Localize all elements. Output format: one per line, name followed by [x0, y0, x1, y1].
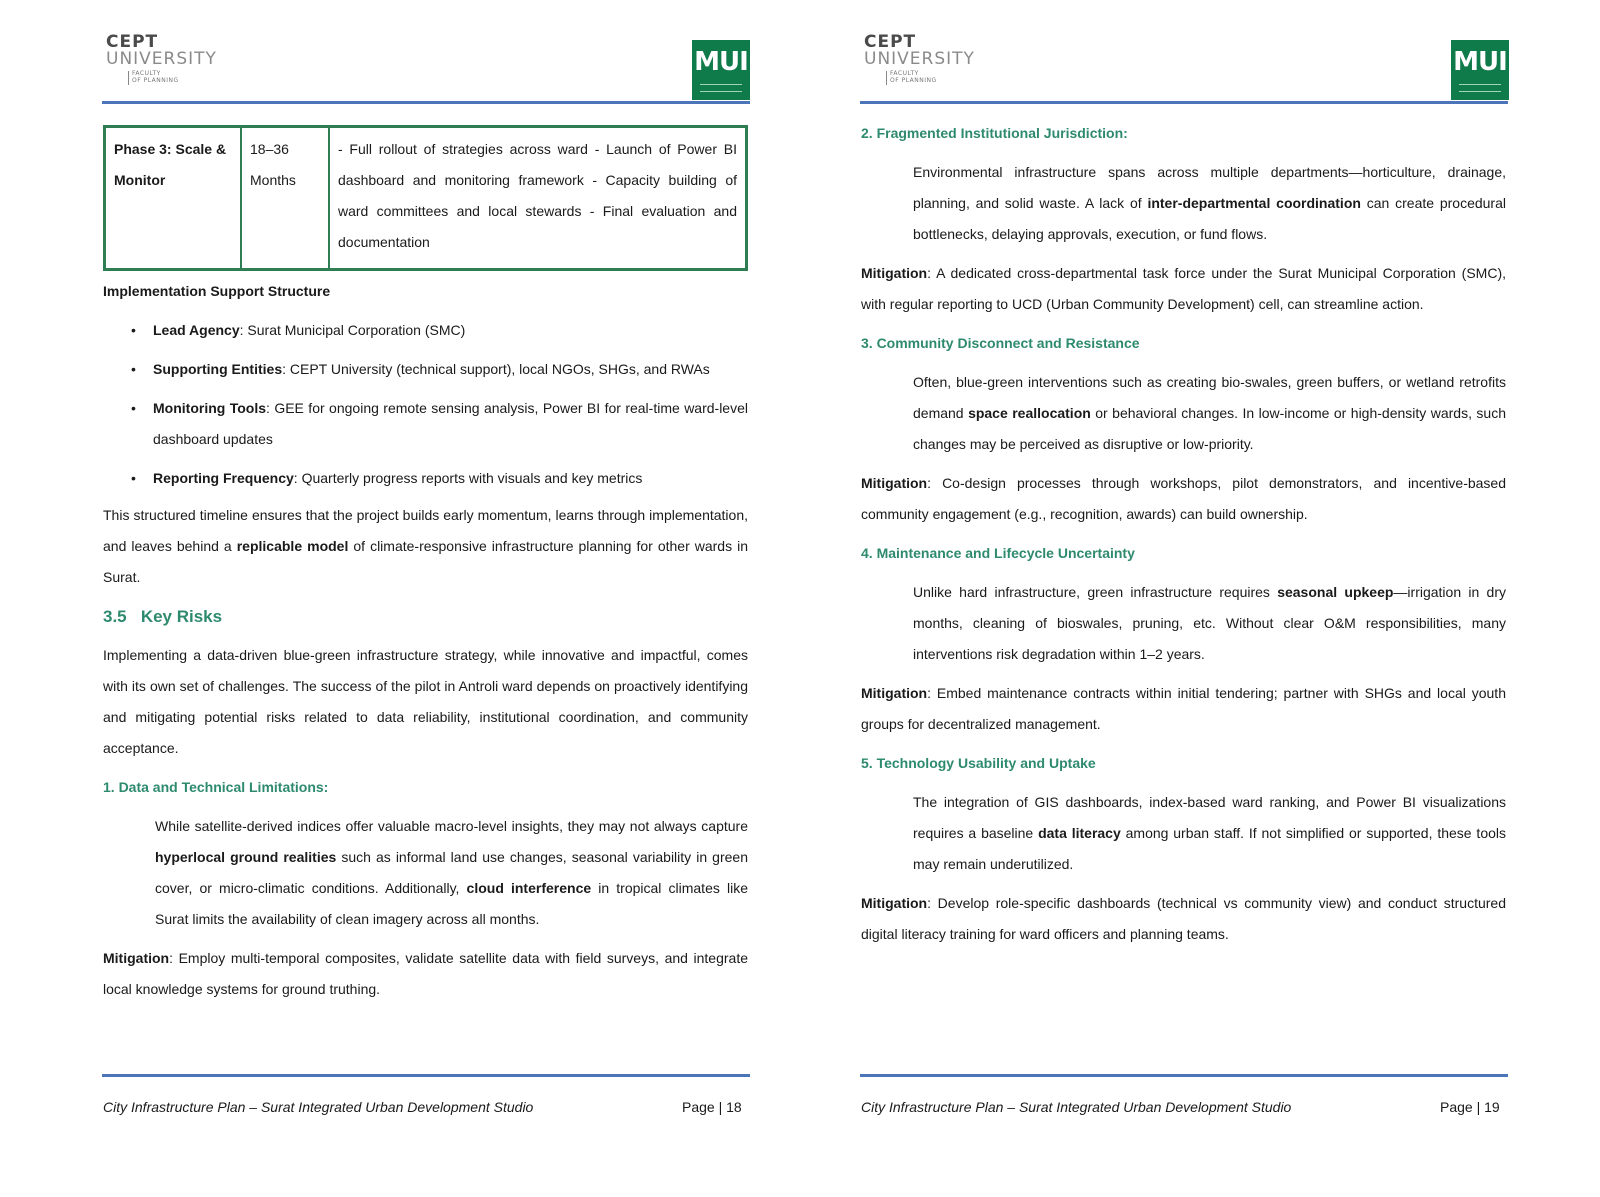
risk-4-text: Unlike hard infrastructure, green infrastructure requires seasonal upkeep—irrigation in dry months, cleaning of bioswales, pruning, etc. Without clear O&M responsibilities, many interventions risk degradation within 1–2 years.: [913, 584, 1506, 662]
duration-cell: 18–36 Months: [241, 127, 329, 270]
left-body: [103, 276, 748, 1005]
support-list: [103, 315, 748, 494]
footer-rule: [102, 1074, 750, 1077]
risk-1-heading: 1. Data and Technical Limitations:: [103, 779, 329, 795]
mui-logo: [1451, 40, 1509, 100]
logo-text-faculty: FACULTY OF PLANNING: [886, 71, 975, 85]
mui-logo: [692, 40, 750, 100]
right-body: [861, 118, 1506, 950]
phase-cell: Phase 3: Scale & Monitor: [105, 127, 242, 270]
support-heading: Implementation Support Structure: [103, 283, 331, 299]
risk-3-mitigation: Mitigation: Co-design processes through workshops, pilot demonstrators, and incentive-based community engagement (e.g., recognition, awards) can build ownership.: [861, 475, 1506, 522]
header-rule: [860, 101, 1508, 104]
section-heading: [103, 601, 748, 633]
risk-5-mitigation: Mitigation: Develop role-specific dashboards (technical vs community view) and conduct structured digital literacy training for ward officers and planning teams.: [861, 895, 1506, 942]
bullet-icon: •: [131, 322, 136, 338]
cept-university-logo: [106, 34, 217, 85]
page-19: [800, 0, 1600, 1197]
page-number: Page | 19: [1440, 1099, 1500, 1115]
header-rule: [102, 101, 750, 104]
list-item: • Monitoring Tools: GEE for ongoing remote sensing analysis, Power BI for real-time ward-level dashboard updates: [103, 393, 748, 455]
risks-intro: Implementing a data-driven blue-green infrastructure strategy, while innovative and impactful, comes with its own set of challenges. The success of the pilot in Antroli ward depends on proactively identifying and mitigating potential risks related to data reliability, institutional coordination, and community acceptance.: [103, 647, 748, 756]
timeline-paragraph: This structured timeline ensures that the project builds early momentum, learns through implementation, and leaves behind a replicable model of climate-responsive infrastructure planning for other wards in Surat.: [103, 507, 749, 585]
risk-2-text: Environmental infrastructure spans across multiple departments—horticulture, drainage, planning, and solid waste. A lack of inter-departmental coordination can create procedural bottlenecks, delaying approvals, execution, or fund flows.: [913, 164, 1506, 242]
logo-text-faculty: FACULTY OF PLANNING: [128, 71, 217, 85]
risk-2-mitigation: Mitigation: A dedicated cross-departmental task force under the Surat Municipal Corporation (SMC), with regular reporting to UCD (Urban Community Development) cell, can streamline action.: [861, 265, 1506, 312]
list-item: • Supporting Entities: CEPT University (technical support), local NGOs, SHGs, and RWAs: [103, 354, 748, 385]
risk-3-heading: 3. Community Disconnect and Resistance: [861, 335, 1140, 351]
mui-logo-text: MUI: [1453, 47, 1507, 77]
logo-text-cept: CEPT: [106, 32, 159, 52]
risk-1-text: While satellite-derived indices offer valuable macro-level insights, they may not always capture hyperlocal ground realities such as informal land use changes, seasonal variability in green cover, or micro-climatic conditions. Additionally, cloud interference in tropical climates like Surat limits the availability of clean imagery across all months.: [155, 818, 748, 927]
list-item: • Reporting Frequency: Quarterly progress reports with visuals and key metrics: [103, 463, 748, 494]
bullet-icon: •: [131, 361, 136, 377]
logo-text-university: UNIVERSITY: [106, 49, 217, 69]
mui-logo-text: MUI: [694, 47, 748, 77]
footer-title: City Infrastructure Plan – Surat Integrated Urban Development Studio: [861, 1099, 1292, 1115]
cept-university-logo: [864, 34, 975, 85]
risk-3-text: Often, blue-green interventions such as creating bio-swales, green buffers, or wetland retrofits demand space reallocation or behavioral changes. In low-income or high-density wards, such changes may be perceived as disruptive or low-priority.: [913, 374, 1506, 452]
risk-4-heading: 4. Maintenance and Lifecycle Uncertainty: [861, 545, 1135, 561]
footer-title: City Infrastructure Plan – Surat Integrated Urban Development Studio: [103, 1099, 534, 1115]
risk-4-mitigation: Mitigation: Embed maintenance contracts within initial tendering; partner with SHGs and local youth groups for decentralized management.: [861, 685, 1506, 732]
section-title: Key Risks: [140, 607, 223, 626]
mui-logo-stripe: [1459, 84, 1501, 92]
list-item: • Lead Agency: Surat Municipal Corporation (SMC): [103, 315, 748, 346]
risk-5-text: The integration of GIS dashboards, index-based ward ranking, and Power BI visualizations requires a baseline data literacy among urban staff. If not simplified or supported, these tools may remain underutilized.: [913, 794, 1507, 872]
page-number: Page | 18: [682, 1099, 742, 1115]
logo-text-cept: CEPT: [864, 32, 917, 52]
phase-table: [103, 125, 748, 271]
mui-logo-stripe: [700, 84, 742, 92]
bullet-icon: •: [131, 470, 136, 486]
risk-5-heading: 5. Technology Usability and Uptake: [861, 755, 1096, 771]
risk-2-heading: 2. Fragmented Institutional Jurisdiction:: [861, 125, 1128, 141]
description-cell: - Full rollout of strategies across ward - Launch of Power BI dashboard and monitoring framework - Capacity building of ward committees and local stewards - Final evaluation and documentation: [329, 127, 747, 270]
bullet-icon: •: [131, 400, 136, 416]
risk-1-mitigation: Mitigation: Employ multi-temporal composites, validate satellite data with field surveys, and integrate local knowledge systems for ground truthing.: [103, 950, 748, 997]
logo-text-university: UNIVERSITY: [864, 49, 975, 69]
section-number: 3.5: [103, 607, 127, 626]
footer-rule: [860, 1074, 1508, 1077]
table-row: [105, 127, 747, 270]
